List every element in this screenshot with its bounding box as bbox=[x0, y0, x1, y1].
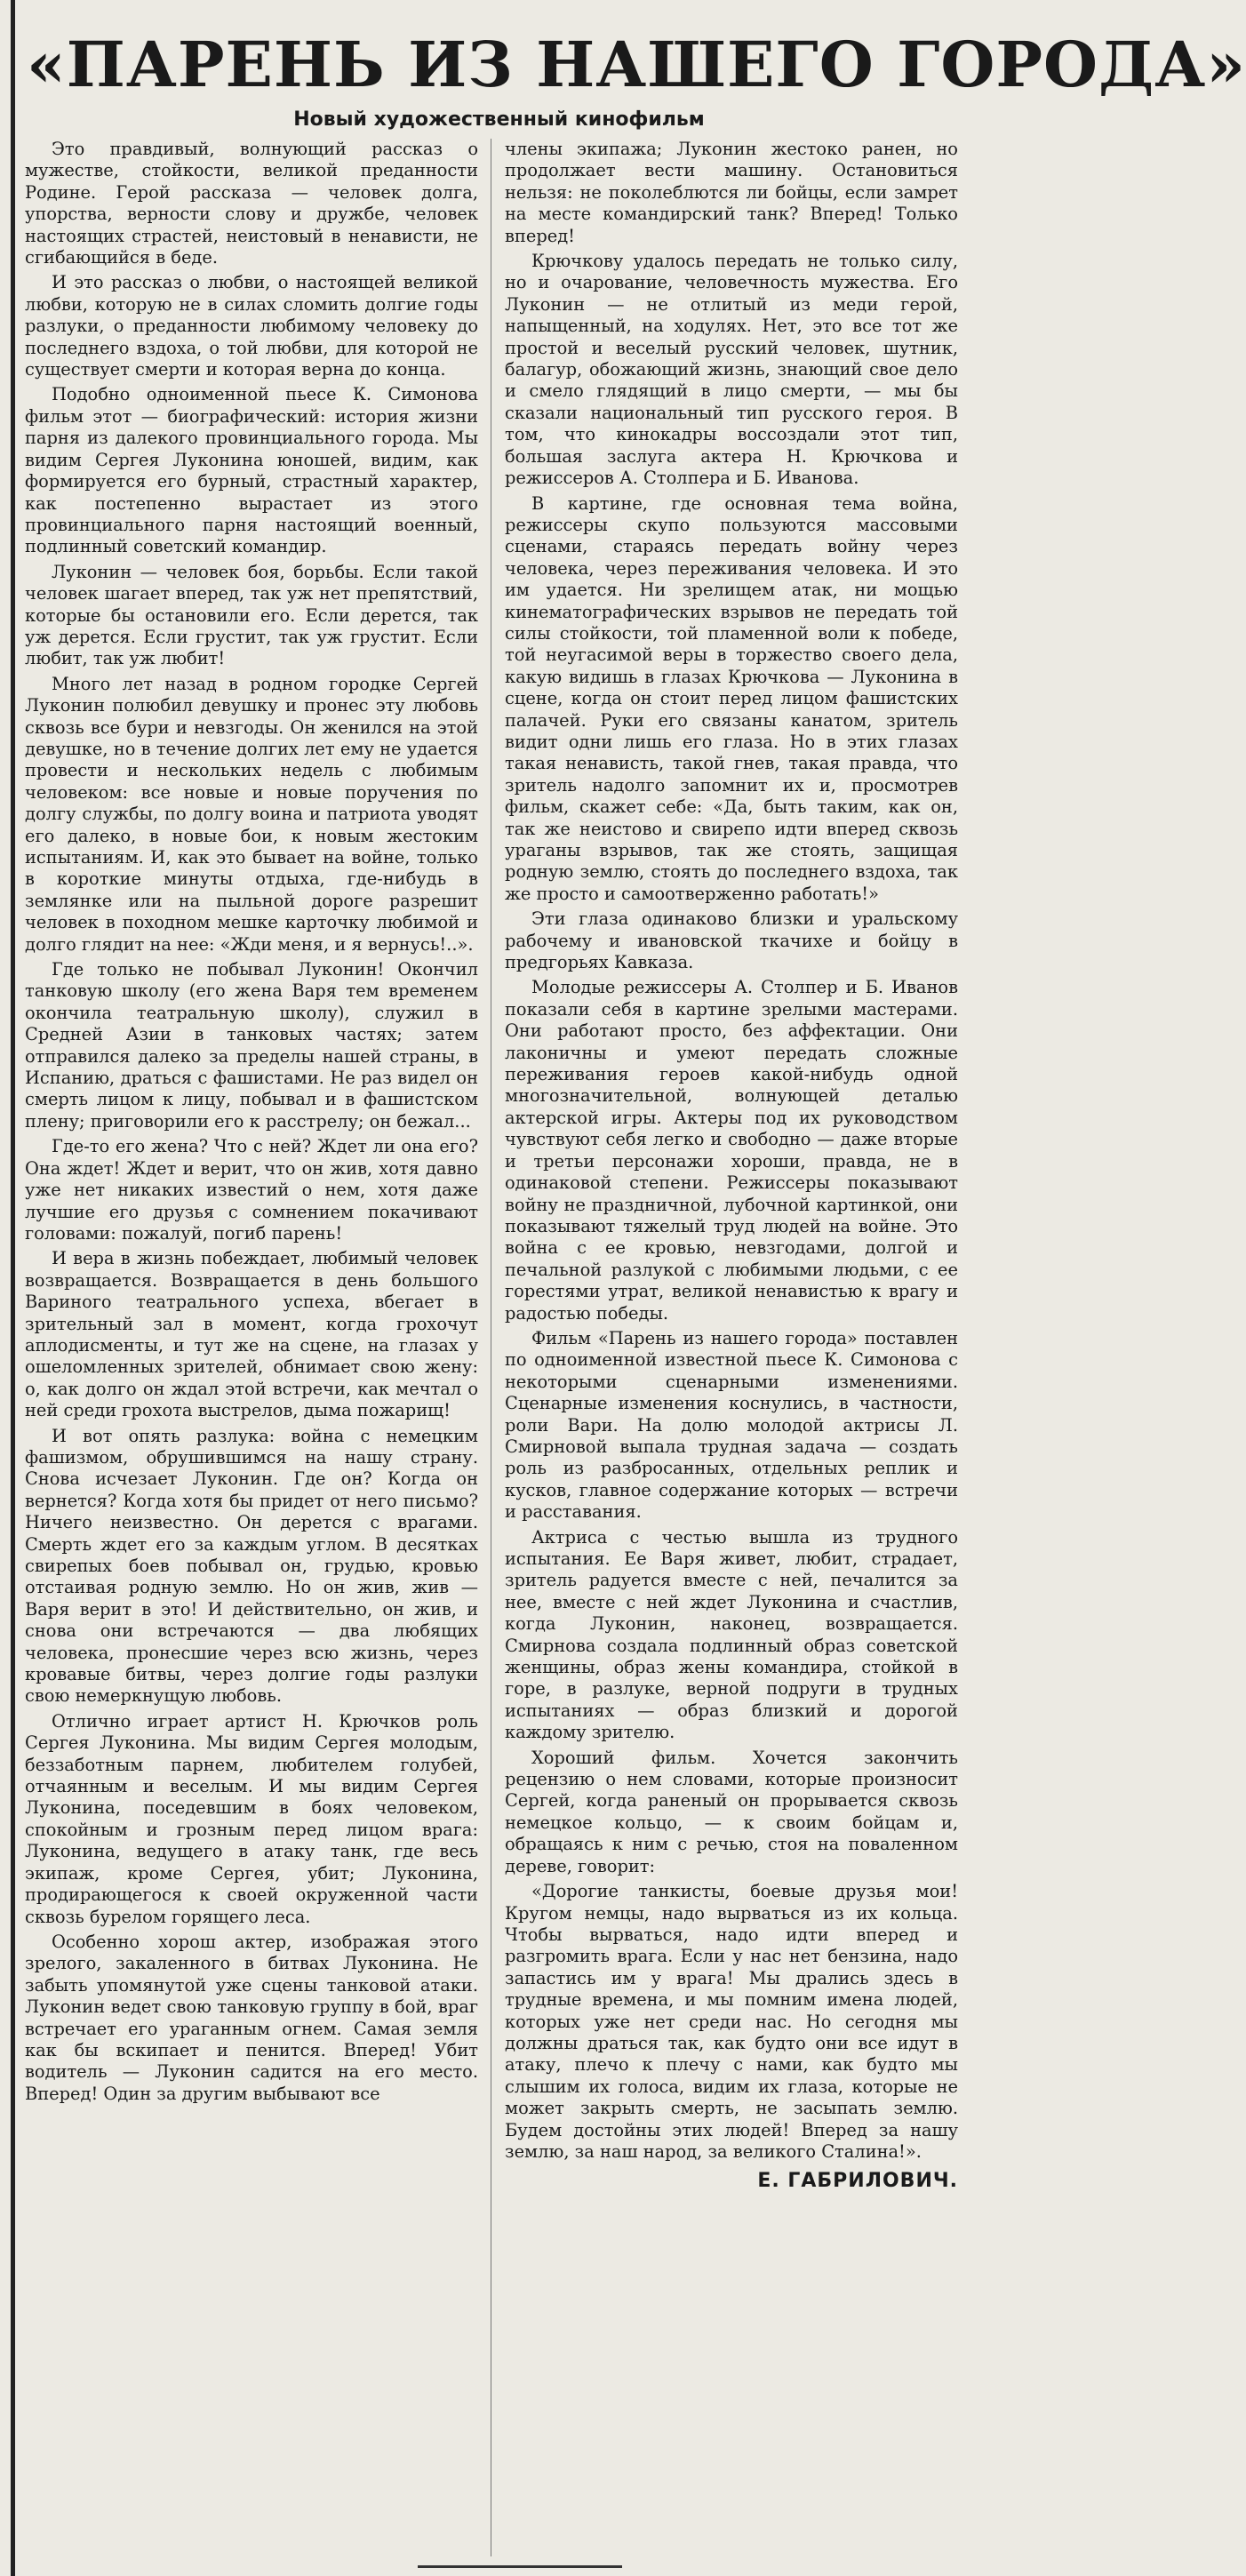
left-margin-rule bbox=[11, 0, 15, 2576]
bottom-rule bbox=[418, 2565, 622, 2568]
paragraph: Эти глаза одинаково близки и уральскому рабочему и ивановской ткачихе и бойцу в предгорьях Кавказа. bbox=[505, 908, 958, 973]
paragraph: И вот опять разлука: война с немецким фашизмом, обрушившимся на нашу страну. Снова исчезает Луконин. Где он? Когда он вернется? Когда хотя бы придет от него письмо? Ничего неизвестно. Он дерется с врагами. Смерть ждет его за каждым углом. В десятках свирепых боев побывал он, грудью, кровью отстаивая родную землю. Но он жив, жив — Варя верит в это! И действительно, он жив, и снова они встречаются — два любящих человека, пронесшие через всю жизнь, через кровавые битвы, через долгие годы разлуки свою немеркнущую любовь. bbox=[25, 1425, 478, 1707]
paragraph: Актриса с честью вышла из трудного испытания. Ее Варя живет, любит, страдает, зритель радуется вместе с ней, печалится за нее, вместе с ней ждет Луконина и счастлив, когда Луконин, наконец, возвращается. Смирнова создала подлинный образ советской женщины, образ жены командира, стойкой в горе, в разлуке, верной подруги в трудных испытаниях — образ близкий и дорогой каждому зрителю. bbox=[505, 1526, 958, 1743]
article-title: «ПАРЕНЬ ИЗ НАШЕГО ГОРОДА» bbox=[27, 28, 1246, 101]
paragraph: Где-то его жена? Что с ней? Ждет ли она его? Она ждет! Ждет и верит, что он жив, хотя давно уже нет никаких известий о нем, хотя даже лучшие его друзья с сомнением покачивают головами: пожалуй, погиб парень! bbox=[25, 1136, 478, 1244]
paragraph: Особенно хорош актер, изображая этого зрелого, закаленного в битвах Луконина. Не забыть упомянутой уже сцены танковой атаки. Луконин ведет свою танковую группу в бой, враг встречает его ураганным огнем. Самая земля как бы вскипает и пенится. Вперед! Убит водитель — Луконин садится на его место. Вперед! Один за другим выбывают все bbox=[25, 1931, 478, 2104]
paragraph: Где только не побывал Луконин! Окончил танковую школу (его жена Варя тем временем окончила театральную школу), служил в Средней Азии в танковых частях; затем отправился далеко за пределы нашей страны, в Испанию, драться с фашистами. Не раз видел он смерть лицом к лицу, побывал и в фашистском плену; приговорили его к расстрелу; он бежал... bbox=[25, 959, 478, 1132]
paragraph: В картине, где основная тема война, режиссеры скупо пользуются массовыми сценами, стараясь передать войну через человека, через переживания человека. И это им удается. Ни зрелищем атак, ни мощью кинематографических взрывов не передать той силы стойкости, той пламенной воли к победе, той неугасимой веры в торжество своего дела, какую видишь в глазах Крючкова — Луконина в сцене, когда он стоит перед лицом фашистских палачей. Руки его связаны канатом, зритель видит одни лишь его глаза. Но в этих глазах такая ненависть, такой гнев, такая правда, что зритель надолго запомнит их и, просмотрев фильм, скажет себе: «Да, быть таким, как он, так же неистово и свирепо идти вперед сквозь ураганы взрывов, так же стоять, защищая родную землю, стоять до последнего вздоха, так же просто и самоотверженно работать!» bbox=[505, 492, 958, 904]
right-column bbox=[505, 139, 958, 2556]
paragraph: И вера в жизнь побеждает, любимый человек возвращается. Возвращается в день большого Вариного театрального успеха, вбегает в зрительный зал в момент, когда грохочут аплодисменты, и тут же на сцене, на глазах у ошеломленных зрителей, обнимает свою жену: о, как долго он ждал этой встречи, как мечтал о ней среди грохота выстрелов, дыма пожарищ! bbox=[25, 1248, 478, 1421]
paragraph: Подобно одноименной пьесе К. Симонова фильм этот — биографический: история жизни парня из далекого провинциального города. Мы видим Сергея Луконина юношей, видим, как формируется его бурный, страстный характер, как постепенно вырастает из этого провинциального парня настоящий военный, подлинный советский командир. bbox=[25, 384, 478, 557]
paragraph-continued: члены экипажа; Луконин жестоко ранен, но продолжает вести машину. Остановиться нельзя: не поколеблются ли бойцы, если замрет на месте командирский танк? Вперед! Только вперед! bbox=[505, 139, 958, 246]
paragraph: И это рассказ о любви, о настоящей великой любви, которую не в силах сломить долгие годы разлуки, о преданности любимому человеку до последнего вздоха, о той любви, для которой не существует смерти и которая верна до конца. bbox=[25, 272, 478, 380]
paragraph: Много лет назад в родном городке Сергей Луконин полюбил девушку и пронес эту любовь сквозь все бури и невзгоды. Он женился на этой девушке, но в течение долгих лет ему не удается провести и нескольких недель с любимым человеком: все новые и новые поручения по долгу службы, по долгу воина и патриота уводят его далеко, в новые бои, к новым жестоким испытаниям. И, как это бывает на войне, только в короткие минуты отдыха, где-нибудь в землянке или на пыльной дороге разрешит человек в походном мешке карточку любимой и долго глядит на нее: «Жди меня, и я вернусь!..». bbox=[25, 673, 478, 955]
paragraph: Фильм «Парень из нашего города» поставлен по одноименной известной пьесе К. Симонова с некоторыми сценарными изменениями. Сценарные изменения коснулись, в частности, роли Вари. На долю молодой актрисы Л. Смирновой выпала трудная задача — создать роль из разбросанных, отдельных реплик и кусков, главное содержание которых — встречи и расставания. bbox=[505, 1327, 958, 1523]
author-signature: Е. ГАБРИЛОВИЧ. bbox=[757, 2170, 958, 2193]
paragraph: Отлично играет артист Н. Крючков роль Сергея Луконина. Мы видим Сергея молодым, беззаботным парнем, любителем голубей, отчаянным и веселым. И мы видим Сергея Луконина, поседевшим в боях человеком, спокойным и грозным перед лицом врага: Луконина, ведущего в атаку танк, где весь экипаж, кроме Сергея, убит; Луконина, продирающегося к своей окруженной части сквозь бурелом горящего леса. bbox=[25, 1710, 478, 1927]
paragraph: «Дорогие танкисты, боевые друзья мои! Кругом немцы, надо вырваться из их кольца. Чтобы вырваться, надо идти вперед и разгромить врага. Если у нас нет бензина, надо запастись им у врага! Мы дрались здесь в трудные времена, и мы помним имена людей, которых уже нет среди нас. Но сегодня мы должны драться так, как будто они все идут в атаку, плечо к плечу с нами, как будто мы слышим их голоса, видим их глаза, которые не может закрыть смерть, не засыпать землю. Будем достойны этих людей! Вперед за нашу землю, за наш народ, за великого Сталина!». bbox=[505, 1881, 958, 2162]
paragraph: Крючкову удалось передать не только силу, но и очарование, человечность мужества. Его Луконин — не отлитый из меди герой, напыщенный, на ходулях. Нет, это все тот же простой и веселый русский человек, шутник, балагур, обожающий жизнь, знающий свое дело и смело глядящий в лицо смерти, — мы бы сказали национальный тип русского героя. В том, что кинокадры воссоздали этот тип, большая заслуга актера Н. Крючкова и режиссеров А. Столпера и Б. Иванова. bbox=[505, 251, 958, 489]
article-subtitle: Новый художественный кинофильм bbox=[293, 108, 705, 131]
paragraph: Луконин — человек боя, борьбы. Если такой человек шагает вперед, так уж нет препятствий, которые бы остановили его. Если дерется, так уж дерется. Если грустит, так уж грустит. Если любит, так уж любит! bbox=[25, 561, 478, 669]
paragraph: Хороший фильм. Хочется закончить рецензию о нем словами, которые произносит Сергей, когда раненый он прорывается сквозь немецкое кольцо, — к своим бойцам и, обращаясь к ним с речью, стоя на поваленном дереве, говорит: bbox=[505, 1747, 958, 1876]
left-column bbox=[25, 139, 478, 2556]
paragraph: Молодые режиссеры А. Столпер и Б. Иванов показали себя в картине зрелыми мастерами. Они работают просто, без аффектации. Они лаконичны и умеют передать сложные переживания героев какой-нибудь одной многозначительной, волнующей деталью актерской игры. Актеры под их руководством чувствуют себя легко и свободно — даже вторые и третьи персонажи хороши, правда, не в одинаковой степени. Режиссеры показывают войну не праздничной, лубочной картинкой, они показывают тяжелый труд людей на войне. Это война с ее кровью, невзгодами, долгой и печальной разлукой с любимыми людьми, с ее горестями утрат, великой ненавистью к врагу и радостью победы. bbox=[505, 977, 958, 1324]
article-body bbox=[25, 139, 981, 2556]
paragraph: Это правдивый, волнующий рассказ о мужестве, стойкости, великой преданности Родине. Герой рассказа — человек долга, упорства, верности слову и дружбе, человек настоящих страстей, неистовый в ненависти, не сгибающийся в беде. bbox=[25, 139, 478, 268]
